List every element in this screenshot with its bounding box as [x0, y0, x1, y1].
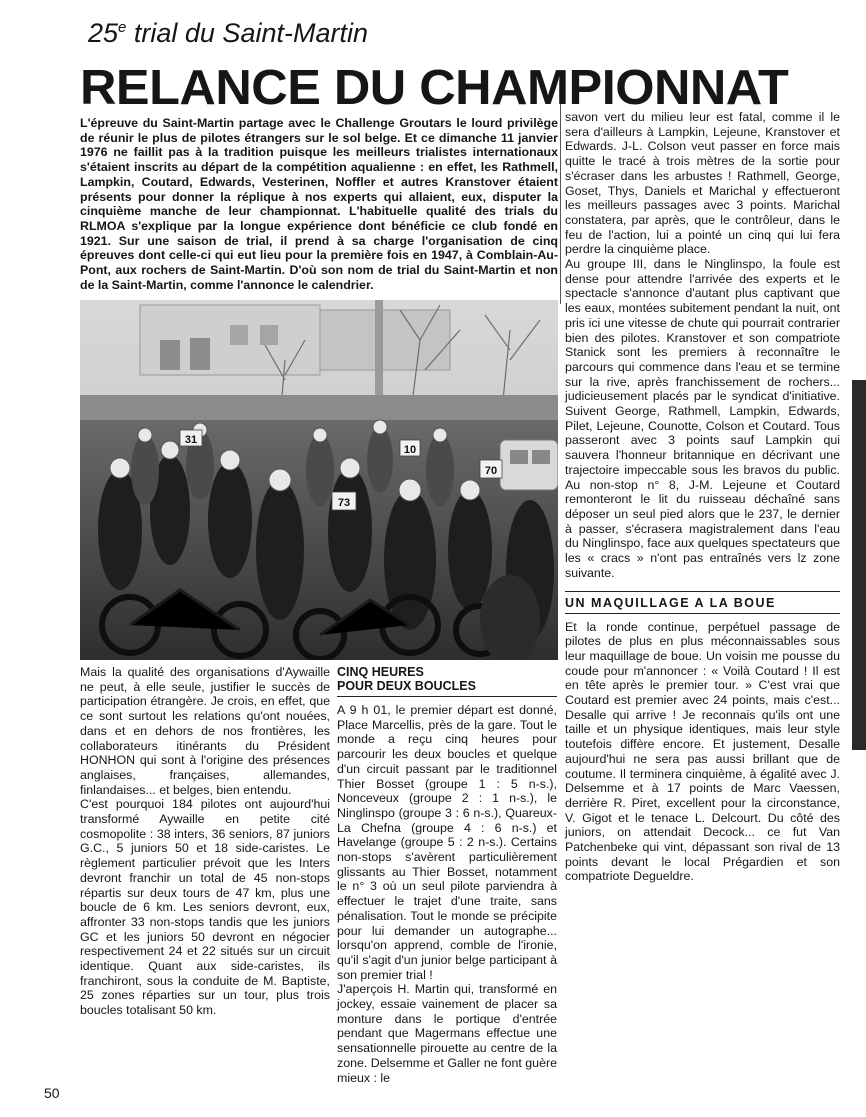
paragraph: C'est pourquoi 184 pilotes ont aujourd'hui transformé Aywaille en petite cité cosmopolite : 38 inters, 36 seniors, 87 juniors G.C., 5 juniors 50 et 18 side-caristes. Le règlement particulier prévoit que les Inters devront franchir un total de 45 non-stops répartis sur deux tours de 47 km, plus une boucle de 6 km. Les seniors devront, eux, affronter 33 non-stops tandis que les juniors GC et les juniors 50 devront en négocier respectivement 24 et 22 situés sur un circuit identique. Quant aux side-caristes, ils franchiront, sous la conduite de M. Baptiste, 25 zones réparties sur un tour, plus trois boucles totalisant 50 km. — [80, 797, 330, 1018]
article-kicker: 25e trial du Saint-Martin — [88, 18, 368, 48]
paragraph: Mais la qualité des organisations d'Aywaille ne peut, à elle seule, justifier le succès de participation étrangère. Je crois, en effet, que ce sont surtout les relations qu'ont nouées, dans et en dehors de nos frontières, les collaborateurs itinérants du Président HONHON qui sont à l'origine des présences anglaises, françaises, allemandes, finlandaises... et belges, bien entendu. — [80, 665, 330, 797]
column-divider — [560, 104, 561, 304]
paragraph: A 9 h 01, le premier départ est donné, Place Marcellis, près de la gare. Tout le monde a reçu cinq heures pour parcourir les deux boucles et quelque d'un circuit passant par le traditionnel Thier Bosset (groupe 1 : 5 n-s.), Nonceveux (groupe 2 : 1 n-s.), le Ninglinspo (groupe 3 : 6 n-s.), Quareux-La Chefna (groupe 4 : 6 n-s.) et Havelange (groupe 5 : 2 n-s.). Certains non-stops s'avèrent particulièrement glissants au Thier Bosset, notamment le n° 3 où un seul pilote parviendra à effectuer le trajet d'une traite, sans pénalisation. Tout le monde se précipite pour lui demander un autographe... lorsqu'on apprend, comble de l'ironie, qu'il s'agit d'un junior belge participant à son premier trial ! — [337, 703, 557, 982]
column-right — [565, 110, 840, 884]
bib-number: 31 — [184, 434, 198, 446]
section-subhead: CINQ HEURES POUR DEUX BOUCLES — [337, 665, 557, 697]
paragraph: savon vert du milieu leur est fatal, comme il le sera d'ailleurs à Lampkin, Lejeune, Kranstover et Edwards. J-L. Colson veut passer en force mais quitte le tracé à trois mètres de la sortie pour s'écraser dans les arbustes ! Rathmell, George, Goset, Thys, Daniels et Marichal y effectueront les meilleurs passages avec 3 points. Marichal constatera, par après, que le contrôleur, dans le feu de l'action, lui a pointé un cinq qui lui fera perdre la cinquième place. — [565, 110, 840, 257]
riders-photo — [80, 300, 558, 660]
column-middle — [337, 665, 557, 1085]
article-headline: RELANCE DU CHAMPIONNAT — [80, 61, 789, 115]
bib-number: 73 — [337, 497, 351, 509]
bib-number: 10 — [403, 444, 417, 456]
paragraph: Au groupe III, dans le Ninglinspo, la foule est dense pour attendre l'arrivée des experts et le spectacle s'annonce d'autant plus captivant que les eaux, montées subitement pendant la nuit, ont pris ici une vitesse de chute qui pourrait contrarier bien des pilotes. Kranstover et son compatriote Stanick sont les premiers à reconnaître le parcours qui commence dans l'eau et se termine sur la rive, après franchissement de rochers... judicieusement placés par le syndicat d'initiative. Suivent George, Rathmell, Lampkin, Edwards, Pilet, Lejeune, Counotte, Colson et Coutard. Tous passeront avec 3 points sauf Lampkin qui sauvera l'honneur britannique en décrivant une trajectoire impeccable sous les bravos du public. Au non-stop n° 8, J-M. Lejeune et Coutard remonteront le lit du ruisseau déchaîné sans déposer un seul pied alors que le 237, le dernier à passer, s'écrasera magistralement dans l'eau du Ninglinspo, face aux quelques spectateurs que les « cracs » n'ont pas entraînés vers lz zone suivante. — [565, 257, 840, 580]
paragraph: Et la ronde continue, perpétuel passage de pilotes de plus en plus méconnaissables sous leur maquillage de boue. Un voisin me pousse du coude pour m'annoncer : « Voilà Coutard ! Il est en tête après le premier tour. » C'est vrai que Coutard est premier avec 24 points, mais c'est... Desalle qui arrive ! Je reconnais qu'ils ont une taille et un physique identiques, mais leur style toutefois diffère encore. Et justement, Desalle aujourd'hui ne sera pas aussi brillant que de coutume. Il terminera cinquième, à égalité avec J. Delsemme et à 17 points de Marc Vaessen, derrière R. Piret, excellent pour la circonstance, V. Gigot et le tenace L. Delcourt. Du côté des juniors, on attendait Decock... ce fut Van Patchenbeke qui vint, dépassant son rival de 13 points devant le local Prégardien et son compatriote Degueldre. — [565, 619, 840, 884]
paragraph: J'aperçois H. Martin qui, transformé en jockey, essaie vainement de placer sa monture dans le portique d'entrée pendant que Magermans effectue une sensationnelle pirouette au centre de la zone. Delsemme et Galler ne font guère mieux : le — [337, 982, 557, 1085]
bib-number: 70 — [484, 465, 498, 477]
page-edge — [852, 380, 866, 750]
page-number: 50 — [44, 1085, 60, 1101]
section-subhead: UN MAQUILLAGE A LA BOUE — [565, 591, 840, 614]
column-left — [80, 665, 330, 1018]
intro-paragraph: L'épreuve du Saint-Martin partage avec le Challenge Groutars le lourd privilège de réunir le plus de pilotes étrangers sur le sol belge. Et ce dimanche 11 janvier 1976 ne faillit pas à la tradition puisque les meilleurs trialistes internationaux s'étaient inscrits au départ de la compétition aqualienne : en effet, les Rathmell, Lampkin, Coutard, Edwards, Vesterinen, Noffler et autres Kranstover étaient présents pour donner la réplique à nos experts qui allaient, eux, disputer la cinquième manche de leur championnat. L'habituelle qualité des trials du RLMOA s'explique par la longue expérience dont bénéficie ce club fondé en 1921. Sur une saison de trial, il prend à sa charge l'organisation de cinq épreuves dont celle-ci qui eut lieu pour la première fois en 1947, à Comblain-Au-Pont, aux rochers de Saint-Martin. D'où son nom de trial du Saint-Martin et non de la Saint-Martin, comme l'annonce le calendrier. — [80, 116, 558, 292]
